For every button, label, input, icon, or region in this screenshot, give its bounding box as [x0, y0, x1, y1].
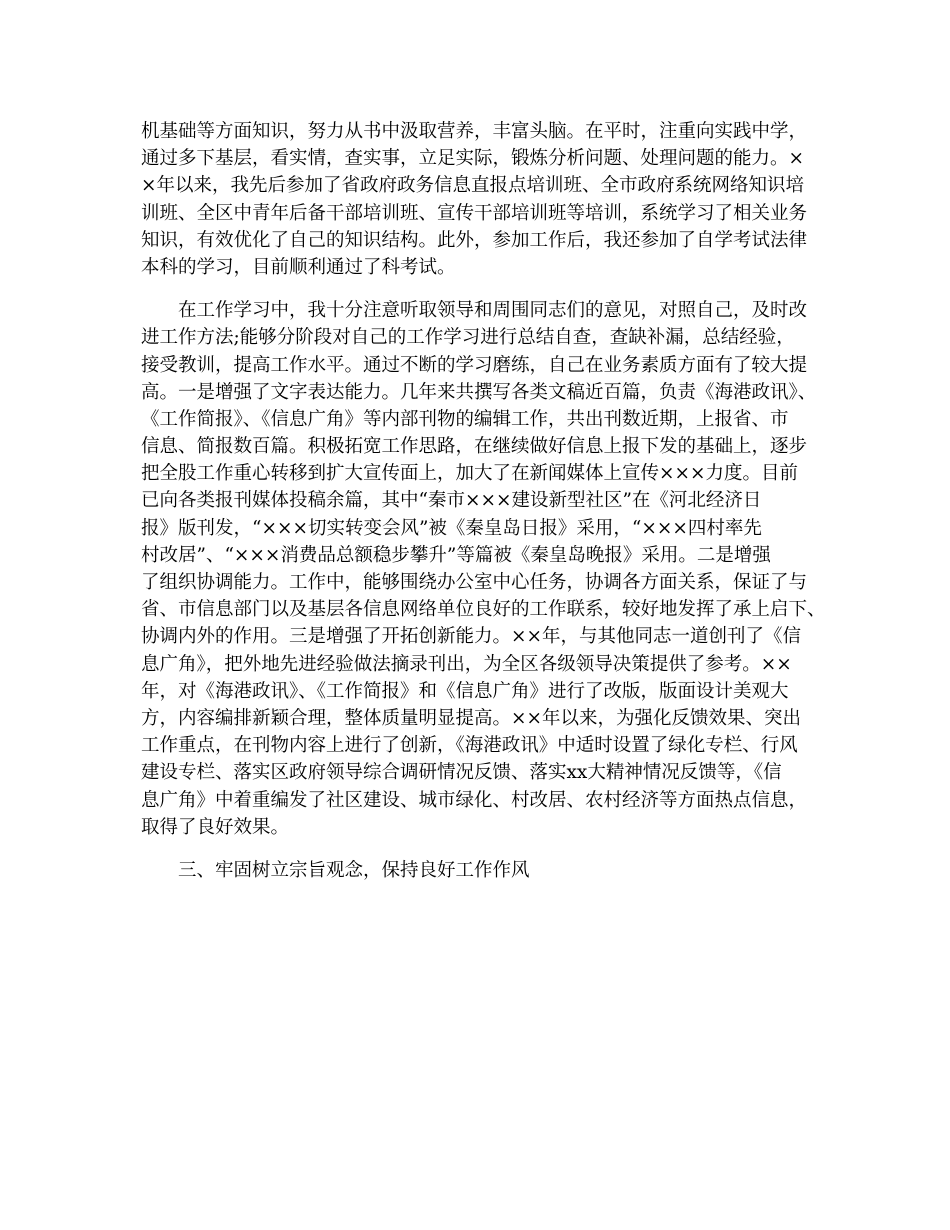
text-line: ×年以来，我先后参加了省政府政务信息直报点培训班、全市政府系统网络知识培 [141, 175, 805, 197]
text-line: 村改居”、“×××消费品总额稳步攀升”等篇被《秦皇岛晚报》采用。二是增强 [141, 544, 771, 566]
text-line: 报》版刊发，“×××切实转变会风”被《秦皇岛日报》采用，“×××四村率先 [141, 517, 762, 539]
text-line: 通过多下基层，看实情，查实事，立足实际，锻炼分析问题、处理问题的能力。× [141, 148, 805, 170]
text-line: 《工作简报》、《信息广角》等内部刊物的编辑工作，共出刊数近期，上报省、市 [141, 408, 789, 430]
text-line: 已向各类报刊媒体投稿余篇，其中“秦市×××建设新型社区”在《河北经济日 [141, 490, 762, 512]
text-line: 省、市信息部门以及基层各信息网络单位良好的工作联系，较好地发挥了承上启下、 [141, 599, 826, 621]
text-line: 把全股工作重心转移到扩大宣传面上，加大了在新闻媒体上宣传×××力度。目前 [141, 463, 799, 485]
text-line: 息广角》中着重编发了社区建设、城市绿化、村改居、农村经济等方面热点信息， [141, 789, 808, 811]
text-line: 进工作方法;能够分阶段对自己的工作学习进行总结自查，查缺补漏，总结经验， [141, 327, 795, 349]
text-line: 协调内外的作用。三是增强了开拓创新能力。××年，与其他同志一道创刊了《信 [141, 626, 802, 648]
text-line: 息广角》，把外地先进经验做法摘录刊出，为全区各级领导决策提供了参考。×× [141, 653, 792, 675]
text-line: 工作重点，在刊物内容上进行了创新，《海港政讯》中适时设置了绿化专栏、行风 [141, 735, 798, 757]
text-line: 训班、全区中青年后备干部培训班、宣传干部培训班等培训，系统学习了相关业务 [141, 202, 808, 224]
text-line: 接受教训，提高工作水平。通过不断的学习磨练，自己在业务素质方面有了较大提 [141, 354, 808, 376]
text-line: 方，内容编排新颖合理，整体质量明显提高。××年以来，为强化反馈效果、突出 [141, 707, 802, 729]
paragraph-2 [141, 297, 826, 841]
paragraph-1 [141, 118, 821, 281]
text-line: 高。一是增强了文字表达能力。几年来共撰写各类文稿近百篇，负责《海港政讯》、 [141, 381, 817, 403]
text-line: 在工作学习中，我十分注意听取领导和周围同志们的意见，对照自己，及时改 [141, 300, 808, 322]
text-line: 本科的学习，目前顺利通过了科考试。 [141, 256, 456, 278]
text-line: 信息、简报数百篇。积极拓宽工作思路，在继续做好信息上报下发的基础上，逐步 [141, 436, 808, 458]
paragraph-gap [141, 281, 821, 297]
section-heading: 三、牢固树立宗旨观念，保持良好工作作风 [141, 859, 530, 881]
text-line: 取得了良好效果。 [141, 816, 290, 838]
text-line: 年，对《海港政讯》、《工作简报》和《信息广角》进行了改版，版面设计美观大 [141, 680, 789, 702]
paragraph-gap [141, 841, 821, 857]
document-body [141, 118, 826, 884]
text-line: 建设专栏、落实区政府领导综合调研情况反馈、落实xx大精神情况反馈等，《信 [141, 762, 782, 784]
text-line: 了组织协调能力。工作中，能够围绕办公室中心任务，协调各方面关系，保证了与 [141, 572, 808, 593]
text-line: 机基础等方面知识，努力从书中汲取营养，丰富头脑。在平时，注重向实践中学， [141, 121, 808, 142]
text-line: 知识，有效优化了自己的知识结构。此外，参加工作后，我还参加了自学考试法律 [141, 229, 808, 251]
